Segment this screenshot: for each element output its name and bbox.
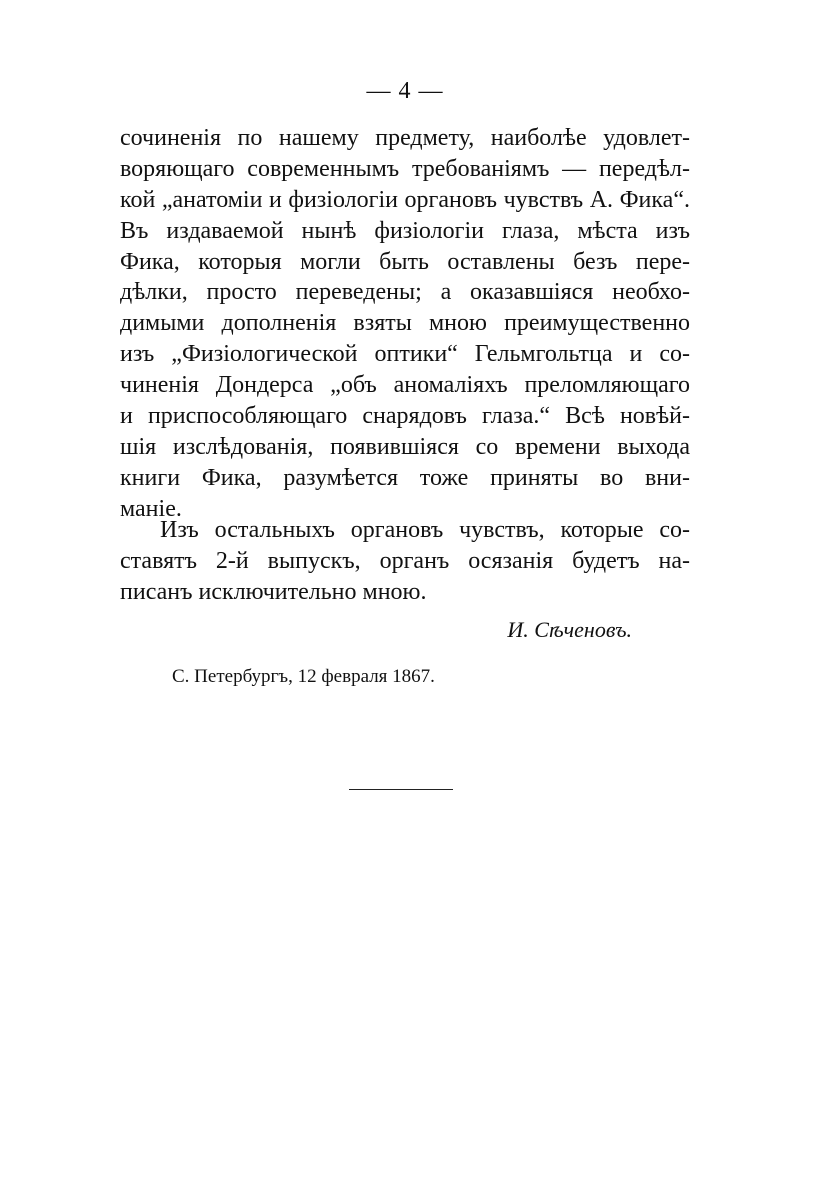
text-line: дѣлки, просто переведены; а оказавшіяся необхо- — [120, 279, 690, 306]
text-line: сочиненія по нашему предмету, наиболѣе удовлет- — [120, 125, 690, 151]
text-line: маніе. — [120, 495, 182, 522]
text-line: и приспособляющаго снарядовъ глаза.“ Всѣ новѣй- — [120, 403, 690, 430]
text-line: изъ „Физіологической оптики“ Гельмгольтца и со- — [120, 341, 690, 368]
paragraph-1 — [120, 123, 690, 525]
text-line: Фика, которыя могли быть оставлены безъ пере- — [120, 248, 690, 275]
text-line: кой „анатоміи и физіологіи органовъ чувствъ А. Фика“. — [120, 186, 690, 213]
text-line: ставятъ 2-й выпускъ, органъ осязанія будетъ на- — [120, 547, 690, 574]
text-line: шія изслѣдованія, появившіяся со времени выхода — [120, 433, 690, 460]
place-date: С. Петербургъ, 12 февраля 1867. — [172, 666, 435, 687]
text-line: книги Фика, разумѣется тоже приняты во вни- — [120, 464, 690, 491]
text-line: димыми дополненія взяты мною преимущественно — [120, 310, 690, 337]
text-line: Изъ остальныхъ органовъ чувствъ, которые со- — [160, 517, 690, 543]
text-line: Въ издаваемой нынѣ физіологіи глаза, мѣста изъ — [120, 217, 690, 244]
author-signature: И. Сѣченовъ. — [507, 617, 632, 642]
text-line: чиненія Дондерса „объ аномаліяхъ преломляющаго — [120, 372, 690, 399]
paragraph-2 — [120, 515, 690, 608]
divider-rule — [349, 789, 453, 790]
text-line: писанъ исключительно мною. — [120, 578, 427, 605]
page-number: — 4 — — [366, 78, 444, 104]
text-line: воряющаго современнымъ требованіямъ — передѣл- — [120, 155, 690, 182]
